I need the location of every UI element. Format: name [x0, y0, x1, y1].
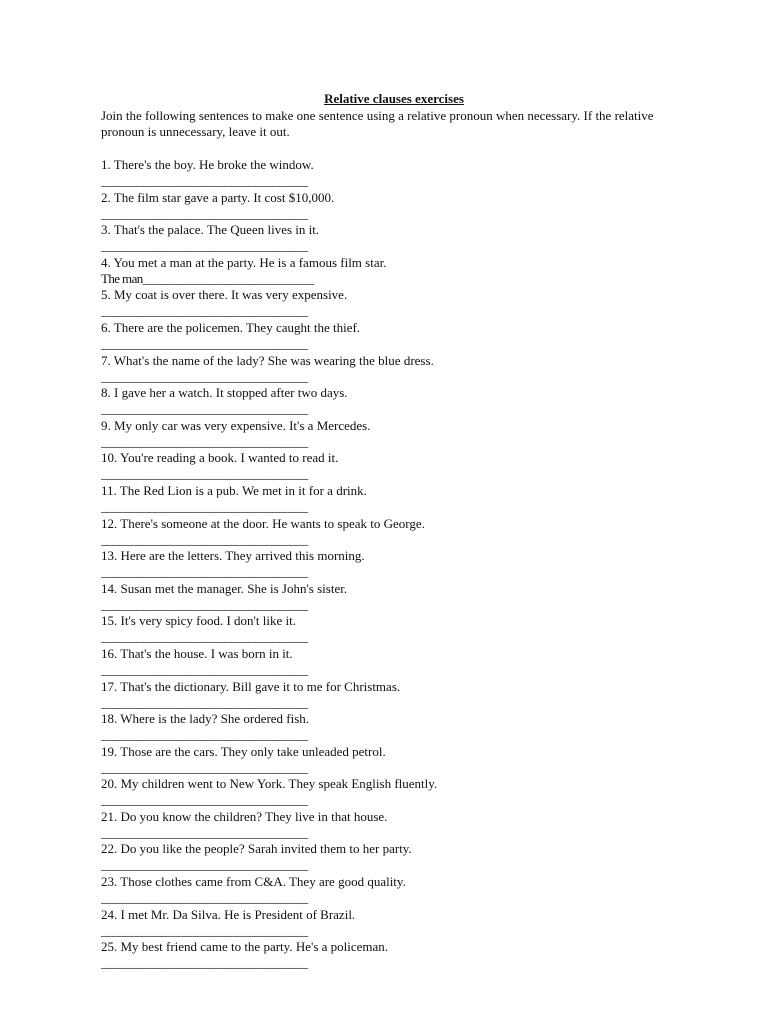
- exercise-item: [101, 516, 701, 549]
- exercise-question: 6. There are the policemen. They caught the thief.: [101, 319, 361, 335]
- exercise-item: [101, 841, 701, 874]
- exercise-question: 14. Susan met the manager. She is John's sister.: [101, 580, 348, 596]
- answer-line: ___________________________________: [101, 173, 308, 188]
- answer-line: ___________________________________: [101, 205, 308, 221]
- exercise-question: 1. There's the boy. He broke the window.: [101, 157, 314, 172]
- exercise-question: 21. Do you know the children? They live in that house.: [101, 808, 388, 824]
- exercise-item: [101, 711, 701, 744]
- exercise-question: 17. That's the dictionary. Bill gave it to me for Christmas.: [101, 678, 401, 694]
- answer-line: ___________________________________: [101, 401, 308, 417]
- exercise-item: [101, 255, 701, 288]
- instructions: Join the following sentences to make one sentence using a relative pronoun when necessary. If the relative pronoun is unnecessary, leave it out.: [101, 108, 654, 139]
- exercise-question: 23. Those clothes came from C&A. They are good quality.: [101, 874, 406, 890]
- exercise-item: [101, 581, 701, 614]
- exercise-question: 11. The Red Lion is a pub. We met in it for a drink.: [101, 482, 367, 498]
- answer-line: ___________________________________: [101, 857, 308, 873]
- exercise-item: [101, 222, 701, 255]
- exercise-item: [101, 548, 701, 581]
- exercise-question: 13. Here are the letters. They arrived this morning.: [101, 548, 365, 564]
- exercise-question: 10. You're reading a book. I wanted to read it.: [101, 450, 339, 466]
- exercise-item: [101, 613, 701, 646]
- exercise-question: 9. My only car was very expensive. It's a Mercedes.: [101, 417, 371, 433]
- answer-line: ___________________________________: [101, 922, 308, 938]
- answer-line: The man_____________________________: [101, 270, 314, 286]
- exercise-question: 25. My best friend came to the party. He's a policeman.: [101, 939, 389, 955]
- answer-line: ___________________________________: [101, 955, 308, 971]
- exercise-item: [101, 157, 701, 190]
- answer-line: ___________________________________: [101, 824, 308, 840]
- exercise-item: [101, 287, 701, 320]
- exercise-question: 18. Where is the lady? She ordered fish.: [101, 711, 310, 727]
- exercise-list: [101, 157, 701, 972]
- answer-line: ___________________________________: [101, 238, 308, 254]
- exercise-item: [101, 907, 701, 940]
- answer-line: ___________________________________: [101, 661, 308, 677]
- exercise-question: 7. What's the name of the lady? She was wearing the blue dress.: [101, 352, 434, 368]
- exercise-question: 22. Do you like the people? Sarah invited them to her party.: [101, 841, 412, 857]
- exercise-item: [101, 483, 701, 516]
- exercise-question: 3. That's the palace. The Queen lives in it.: [101, 222, 320, 238]
- exercise-item: [101, 353, 701, 386]
- answer-line: ___________________________________: [101, 466, 308, 482]
- exercise-question: 15. It's very spicy food. I don't like it.: [101, 613, 296, 629]
- exercise-question: 20. My children went to New York. They speak English fluently.: [101, 776, 438, 792]
- answer-line: ___________________________________: [101, 368, 308, 384]
- answer-line: ___________________________________: [101, 727, 308, 743]
- exercise-question: 12. There's someone at the door. He wants to speak to George.: [101, 515, 425, 531]
- exercise-item: [101, 450, 701, 483]
- exercise-question: 8. I gave her a watch. It stopped after two days.: [101, 385, 348, 401]
- answer-line: ___________________________________: [101, 694, 308, 710]
- exercise-question: 5. My coat is over there. It was very expensive.: [101, 287, 348, 303]
- exercise-item: [101, 320, 701, 353]
- answer-line: ___________________________________: [101, 335, 308, 351]
- exercise-item: [101, 418, 701, 451]
- answer-line: ___________________________________: [101, 596, 308, 612]
- exercise-question: 2. The film star gave a party. It cost $10,000.: [101, 189, 335, 205]
- exercise-question: 4. You met a man at the party. He is a famous film star.: [101, 254, 387, 270]
- exercise-item: [101, 874, 701, 907]
- exercise-item: [101, 744, 701, 777]
- answer-line: ___________________________________: [101, 759, 308, 775]
- answer-line: ___________________________________: [101, 433, 308, 449]
- exercise-item: [101, 776, 701, 809]
- answer-line: ___________________________________: [101, 564, 308, 580]
- exercise-item: [101, 939, 701, 972]
- page-title: Relative clauses exercises: [324, 91, 464, 106]
- exercise-item: [101, 190, 701, 223]
- exercise-item: [101, 679, 701, 712]
- answer-line: ___________________________________: [101, 303, 308, 319]
- answer-line: ___________________________________: [101, 531, 308, 547]
- answer-line: ___________________________________: [101, 890, 308, 906]
- exercise-item: [101, 809, 701, 842]
- exercise-question: 16. That's the house. I was born in it.: [101, 645, 293, 661]
- exercise-item: [101, 385, 701, 418]
- answer-line: ___________________________________: [101, 629, 308, 645]
- answer-line: ___________________________________: [101, 792, 308, 808]
- exercise-item: [101, 646, 701, 679]
- exercise-question: 24. I met Mr. Da Silva. He is President of Brazil.: [101, 906, 356, 922]
- exercise-question: 19. Those are the cars. They only take unleaded petrol.: [101, 743, 386, 759]
- answer-line: ___________________________________: [101, 498, 308, 514]
